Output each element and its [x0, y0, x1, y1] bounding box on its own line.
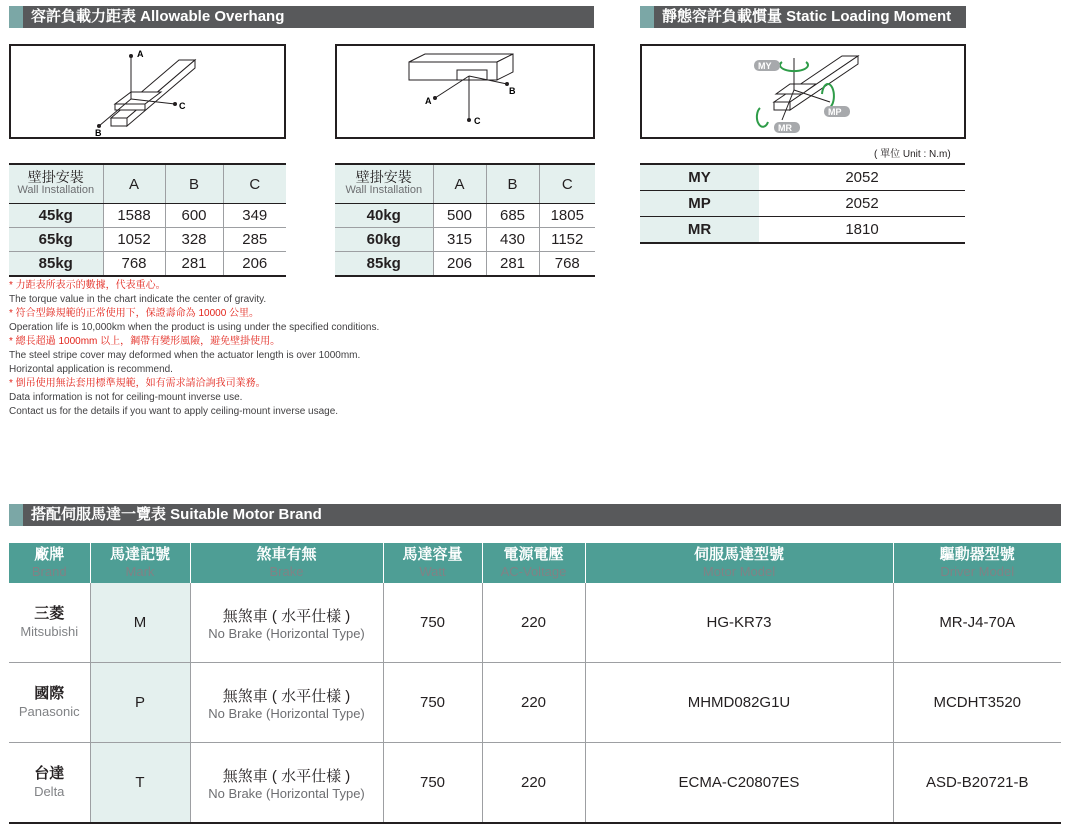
load-cell: 85kg [335, 252, 433, 277]
fig3-label-mr: MR [778, 123, 792, 133]
motor-model-cell: HG-KR73 [585, 583, 893, 663]
fig1-label-b: B [95, 128, 102, 137]
load-cell: 45kg [9, 204, 103, 228]
motor-brand-table [9, 543, 1061, 824]
table-row [335, 204, 595, 228]
watt-cell: 750 [383, 663, 482, 743]
overhang-figure-1 [9, 44, 286, 139]
brake-cell: 無煞車 ( 水平仕樣 ) No Brake (Horizontal Type) [190, 583, 383, 663]
driver-model-cell: MCDHT3520 [893, 663, 1061, 743]
header-voltage: 電源電壓 AC-Voltage [482, 543, 585, 583]
voltage-cell: 220 [482, 663, 585, 743]
note-line: Data information is not for ceiling-mount inverse use. [9, 392, 243, 403]
table-row [9, 583, 1061, 663]
motor-model-cell: ECMA-C20807ES [585, 743, 893, 824]
static-moment-table [640, 163, 965, 244]
value-b: 281 [165, 252, 223, 277]
value-c: 285 [223, 228, 286, 252]
value-b: 328 [165, 228, 223, 252]
value-a: 206 [433, 252, 486, 277]
note-line: The torque value in the chart indicate the center of gravity. [9, 294, 267, 305]
moment-value: 1810 [759, 217, 965, 244]
brand-cell: 三菱 Mitsubishi [9, 583, 90, 663]
title-accent-mark [9, 504, 23, 526]
header-mark: 馬達記號 Mark [90, 543, 190, 583]
col-a-header: A [103, 164, 165, 204]
value-c: 349 [223, 204, 286, 228]
note-line: Horizontal application is recommend. [9, 364, 173, 375]
moment-key: MR [640, 217, 759, 244]
title-accent-mark [9, 6, 23, 28]
load-cell: 60kg [335, 228, 433, 252]
static-moment-section-title [640, 6, 966, 28]
load-cell: 65kg [9, 228, 103, 252]
header-motor-model: 伺服馬達型號 Motor Model [585, 543, 893, 583]
moment-diagram [642, 46, 964, 137]
value-a: 768 [103, 252, 165, 277]
load-cell: 85kg [9, 252, 103, 277]
note-line: * 符合型錄規範的正常使用下，保證壽命為 10000 公里。 [9, 308, 260, 319]
voltage-cell: 220 [482, 743, 585, 824]
table-row [9, 663, 1061, 743]
brand-cell: 台達 Delta [9, 743, 90, 824]
mark-cell: P [90, 663, 190, 743]
static-moment-figure [640, 44, 966, 139]
col-c-header: C [223, 164, 286, 204]
note-line: * 總長超過 1000mm 以上，鋼帶有變形風險，避免壁掛使用。 [9, 336, 281, 347]
moment-key: MP [640, 191, 759, 217]
overhang-section-title [9, 6, 594, 28]
value-a: 315 [433, 228, 486, 252]
value-c: 206 [223, 252, 286, 277]
load-cell: 40kg [335, 204, 433, 228]
moment-value: 2052 [759, 191, 965, 217]
watt-cell: 750 [383, 583, 482, 663]
actuator-diagram-1 [11, 46, 284, 137]
value-b: 430 [486, 228, 539, 252]
fig2-label-c: C [474, 116, 481, 126]
overhang-table-2 [335, 163, 595, 277]
value-a: 1588 [103, 204, 165, 228]
value-a: 1052 [103, 228, 165, 252]
wall-installation-header: 壁掛安裝 Wall Installation [9, 164, 103, 204]
static-moment-title-text: 靜態容許負載慣量 Static Loading Moment [662, 8, 952, 25]
value-c: 768 [539, 252, 595, 277]
overhang-table-1 [9, 163, 286, 277]
note-line: Contact us for the details if you want to apply ceiling-mount inverse usage. [9, 406, 339, 417]
header-brake: 煞車有無 Brake [190, 543, 383, 583]
driver-model-cell: MR-J4-70A [893, 583, 1061, 663]
moment-key: MY [640, 164, 759, 191]
motor-model-cell: MHMD082G1U [585, 663, 893, 743]
col-c-header: C [539, 164, 595, 204]
table-row [335, 228, 595, 252]
fig1-label-c: C [179, 101, 186, 111]
overhang-figure-2 [335, 44, 595, 139]
voltage-cell: 220 [482, 583, 585, 663]
table-row [640, 191, 965, 217]
table-row [640, 164, 965, 191]
value-b: 600 [165, 204, 223, 228]
brand-cell: 國際 Panasonic [9, 663, 90, 743]
note-line: The steel stripe cover may deformed when the actuator length is over 1000mm. [9, 350, 361, 361]
note-line: Operation life is 10,000km when the product is using under the specified conditions. [9, 322, 380, 333]
fig1-label-a: A [137, 49, 144, 59]
table-row [9, 204, 286, 228]
table-row [9, 228, 286, 252]
unit-label: ( 單位 Unit : N.m) [874, 149, 951, 160]
watt-cell: 750 [383, 743, 482, 824]
overhang-title-text: 容許負載力距表 Allowable Overhang [31, 8, 285, 25]
motor-section-title [9, 504, 1061, 526]
value-c: 1152 [539, 228, 595, 252]
driver-model-cell: ASD-B20721-B [893, 743, 1061, 824]
value-b: 281 [486, 252, 539, 277]
col-b-header: B [486, 164, 539, 204]
col-b-header: B [165, 164, 223, 204]
fig2-label-b: B [509, 86, 516, 96]
table-row [9, 743, 1061, 824]
brake-cell: 無煞車 ( 水平仕樣 ) No Brake (Horizontal Type) [190, 743, 383, 824]
note-line: * 力距表所表示的數據，代表重心。 [9, 280, 166, 291]
header-watt: 馬達容量 Watt [383, 543, 482, 583]
note-line: * 倒吊使用無法套用標準規範，如有需求請洽詢我司業務。 [9, 378, 266, 389]
value-c: 1805 [539, 204, 595, 228]
fig3-label-my: MY [758, 61, 772, 71]
header-driver-model: 驅動器型號 Driver Model [893, 543, 1061, 583]
table-row [640, 217, 965, 244]
motor-title-text: 搭配伺服馬達一覽表 Suitable Motor Brand [31, 506, 322, 523]
value-a: 500 [433, 204, 486, 228]
fig3-label-mp: MP [828, 107, 842, 117]
fig2-label-a: A [425, 96, 432, 106]
wall-installation-header: 壁掛安裝 Wall Installation [335, 164, 433, 204]
brake-cell: 無煞車 ( 水平仕樣 ) No Brake (Horizontal Type) [190, 663, 383, 743]
mark-cell: T [90, 743, 190, 824]
value-b: 685 [486, 204, 539, 228]
col-a-header: A [433, 164, 486, 204]
overhang-notes [9, 279, 379, 419]
mark-cell: M [90, 583, 190, 663]
moment-value: 2052 [759, 164, 965, 191]
table-row [335, 252, 595, 277]
header-brand: 廠牌 Brand [9, 543, 90, 583]
actuator-diagram-2 [337, 46, 593, 137]
table-row [9, 252, 286, 277]
title-accent-mark [640, 6, 654, 28]
